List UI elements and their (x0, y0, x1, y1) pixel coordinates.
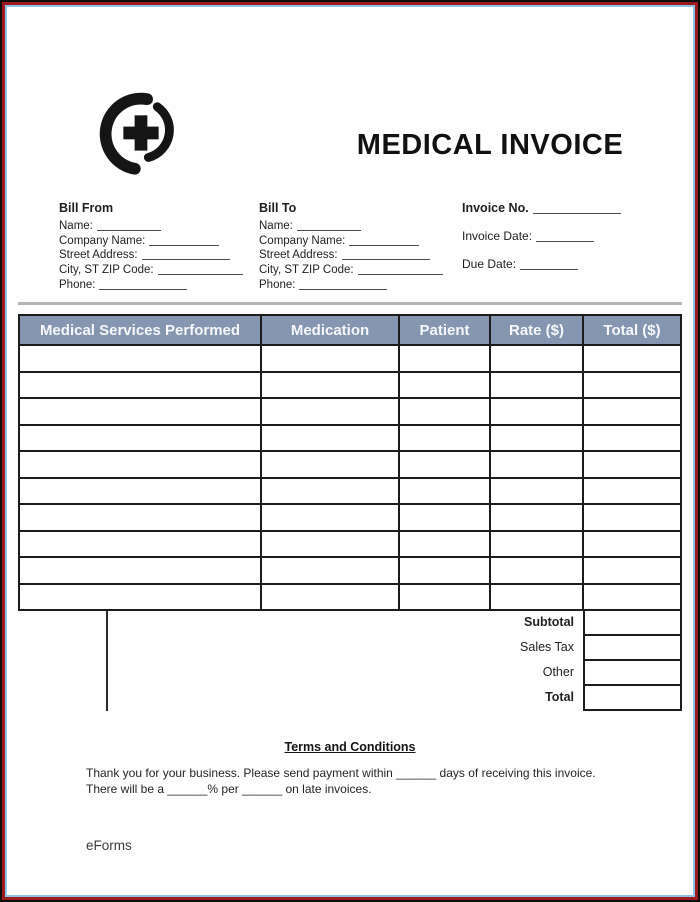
table-cell[interactable] (400, 585, 489, 610)
subtotal-box[interactable] (583, 609, 682, 636)
table-cell[interactable] (262, 373, 398, 398)
other-row (418, 659, 682, 686)
table-cell[interactable] (400, 532, 489, 557)
table-cell[interactable] (400, 399, 489, 424)
invoice-date-blank[interactable] (536, 232, 594, 242)
invoice-no-blank[interactable] (533, 204, 621, 214)
table-cell[interactable] (400, 346, 489, 371)
bill-to-phone-label: Phone: (259, 278, 296, 291)
invoice-date-label: Invoice Date: (462, 229, 533, 243)
bill-to-company-label: Company Name: (259, 234, 346, 247)
table-cell[interactable] (262, 426, 398, 451)
table-row (20, 585, 680, 610)
table-cell[interactable] (400, 558, 489, 583)
bill-to-name-blank[interactable] (297, 221, 361, 231)
invoice-no-label: Invoice No. (462, 201, 529, 215)
table-row (20, 558, 680, 583)
table-row (20, 532, 680, 557)
bill-to-city-blank[interactable] (358, 265, 443, 275)
table-cell[interactable] (20, 532, 260, 557)
eforms-brand: eForms (86, 838, 132, 853)
table-cell[interactable] (262, 399, 398, 424)
bill-from-street-blank[interactable] (142, 250, 230, 260)
table-cell[interactable] (491, 426, 582, 451)
subtotal-row (418, 609, 682, 636)
total-box[interactable] (583, 684, 682, 711)
column-header-medical-services: Medical Services Performed (20, 316, 260, 344)
terms-heading-text: Terms and Conditions (284, 740, 416, 754)
table-cell[interactable] (262, 505, 398, 530)
totals-section (418, 609, 682, 711)
column-header-patient: Patient (400, 316, 489, 344)
table-cell[interactable] (20, 558, 260, 583)
bill-from-company-label: Company Name: (59, 234, 146, 247)
bill-to-street-blank[interactable] (342, 250, 430, 260)
table-cell[interactable] (491, 558, 582, 583)
table-header-row (20, 316, 680, 344)
table-cell[interactable] (400, 479, 489, 504)
table-cell[interactable] (491, 585, 582, 610)
table-row (20, 505, 680, 530)
table-cell[interactable] (20, 399, 260, 424)
total-label: Total (545, 690, 574, 704)
table-cell[interactable] (262, 452, 398, 477)
table-cell[interactable] (491, 373, 582, 398)
medical-cross-logo-icon (92, 83, 190, 181)
bill-from-heading: Bill From (59, 201, 114, 215)
table-cell[interactable] (400, 373, 489, 398)
table-row (20, 399, 680, 424)
table-cell[interactable] (491, 399, 582, 424)
table-cell[interactable] (20, 346, 260, 371)
table-row (20, 373, 680, 398)
terms-heading (18, 740, 682, 754)
sales-tax-label: Sales Tax (520, 640, 574, 654)
bill-from-company-blank[interactable] (149, 236, 219, 246)
table-cell[interactable] (20, 585, 260, 610)
divider-rule (18, 302, 682, 305)
bill-to-company-blank[interactable] (349, 236, 419, 246)
other-box[interactable] (583, 659, 682, 686)
table-cell[interactable] (262, 479, 398, 504)
table-cell[interactable] (584, 479, 680, 504)
bill-to-phone-blank[interactable] (299, 280, 387, 290)
bill-to-name-label: Name: (259, 220, 293, 232)
subtotal-label: Subtotal (524, 615, 574, 629)
table-cell[interactable] (584, 399, 680, 424)
column-header-medication: Medication (262, 316, 398, 344)
table-cell[interactable] (491, 505, 582, 530)
bill-from-street-label: Street Address: (59, 249, 138, 262)
table-remnant-line (106, 611, 108, 711)
bill-from-phone-label: Phone: (59, 278, 96, 291)
table-cell[interactable] (20, 505, 260, 530)
table-cell[interactable] (584, 346, 680, 371)
table-cell[interactable] (584, 452, 680, 477)
table-row (20, 426, 680, 451)
page-title: MEDICAL INVOICE (356, 129, 624, 161)
table-cell[interactable] (20, 373, 260, 398)
table-cell[interactable] (20, 479, 260, 504)
table-cell[interactable] (262, 346, 398, 371)
bill-from-city-blank[interactable] (158, 265, 243, 275)
table-cell[interactable] (20, 426, 260, 451)
table-cell[interactable] (400, 452, 489, 477)
table-cell[interactable] (400, 505, 489, 530)
column-header-rate: Rate ($) (491, 316, 582, 344)
total-row (418, 684, 682, 711)
sales-tax-row (418, 634, 682, 661)
table-cell[interactable] (584, 505, 680, 530)
table-cell[interactable] (584, 426, 680, 451)
table-cell[interactable] (491, 346, 582, 371)
table-cell[interactable] (262, 585, 398, 610)
table-row (20, 452, 680, 477)
bill-to-street-label: Street Address: (259, 249, 338, 262)
other-label: Other (542, 665, 574, 679)
bill-from-phone-blank[interactable] (99, 280, 187, 290)
table-cell[interactable] (491, 452, 582, 477)
bill-to-city-label: City, ST ZIP Code: (259, 264, 354, 277)
table-cell[interactable] (491, 532, 582, 557)
invoice-meta-section (462, 201, 621, 285)
table-cell[interactable] (262, 532, 398, 557)
table-cell[interactable] (491, 479, 582, 504)
table-cell[interactable] (584, 585, 680, 610)
bill-from-name-label: Name: (59, 220, 93, 232)
bill-from-city-label: City, ST ZIP Code: (59, 264, 154, 277)
due-date-label: Due Date: (462, 257, 517, 271)
table-cell[interactable] (20, 452, 260, 477)
table-cell[interactable] (400, 426, 489, 451)
table-cell[interactable] (584, 558, 680, 583)
due-date-blank[interactable] (520, 260, 578, 270)
bill-from-section (59, 201, 243, 293)
table-row (20, 479, 680, 504)
bill-to-section (259, 201, 443, 293)
line-items-table (18, 314, 682, 611)
table-cell[interactable] (262, 558, 398, 583)
table-row (20, 346, 680, 371)
sales-tax-box[interactable] (583, 634, 682, 661)
column-header-total: Total ($) (584, 316, 680, 344)
terms-body: Thank you for your business. Please send payment within ______ days of receiving this invoice. There will be a ______% per ______ on late invoices. (86, 766, 596, 796)
table-cell[interactable] (584, 373, 680, 398)
bill-from-name-blank[interactable] (97, 221, 161, 231)
bill-to-heading: Bill To (259, 201, 297, 215)
table-cell[interactable] (584, 532, 680, 557)
